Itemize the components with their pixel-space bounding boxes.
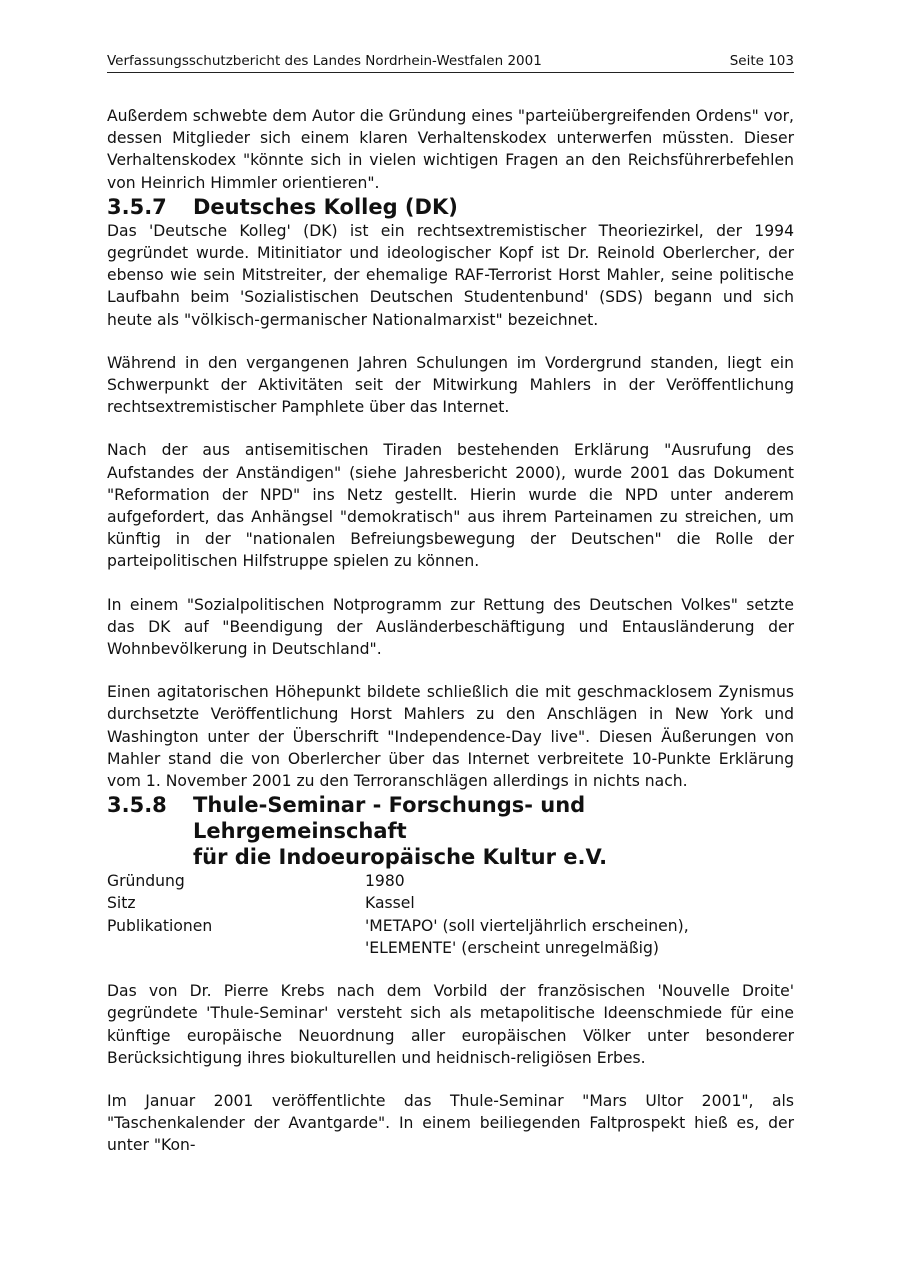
header-publication-title: Verfassungsschutzbericht des Landes Nordrhein-Westfalen 2001 [107,53,542,69]
fact-label: Gründung [107,872,185,891]
dk-paragraph-4: In einem "Sozialpolitischen Notprogramm zur Rettung des Deutschen Volkes" setzte das DK auf "Beendigung der Ausländerbeschäftigung und Entausländerung der Wohnbevölkerung in Deutschland". [107,595,794,659]
section-number: 3.5.7 [107,194,167,219]
running-header [107,52,794,73]
section-title-line-1: Thule-Seminar - Forschungs- und Lehrgemeinschaft [193,793,586,844]
thule-paragraph-1: Das von Dr. Pierre Krebs nach dem Vorbild der französischen 'Nouvelle Droite' gegründete 'Thule-Seminar' versteht sich als metapolitische Ideenschmiede für eine künftige europäische Neuordnung aller europäischen Völker unter besonderer Berücksichtigung ihres biokulturellen und heidnisch-religiösen Erbes. [107,982,794,1067]
section-number: 3.5.8 [107,793,167,818]
document-page [107,52,794,1157]
section-heading-thule-seminar [107,792,794,870]
dk-paragraph-2: Während in den vergangenen Jahren Schulungen im Vordergrund standen, liegt ein Schwerpunkt der Aktivitäten seit der Mitwirkung Mahlers in der Veröffentlichung rechtsextremistischer Pamphlete über das Internet. [107,353,794,417]
fact-label: Publikationen [107,916,213,935]
organisation-facts [107,870,794,959]
fact-row-publications [107,915,794,959]
dk-paragraph-5: Einen agitatorischen Höhepunkt bildete schließlich die mit geschmacklosem Zynismus durchsetzte Veröffentlichung Horst Mahlers zu den Anschlägen in New York und Washington unter der Überschrift "Independence-Day live". Diesen Äußerungen von Mahler stand die von Oberlercher über das Internet verbreitete 10-Punkte Erklärung vom 1. November 2001 zu den Terroranschlägen allerdings in nichts nach. [107,683,794,791]
fact-row-founding [107,870,794,892]
header-page-number: Seite 103 [729,53,794,69]
thule-paragraph-2: Im Januar 2001 veröffentlichte das Thule-Seminar "Mars Ultor 2001", als "Taschenkalender der Avantgarde". In einem beiliegenden Faltprospekt hieß es, der unter "Kon- [107,1091,794,1155]
dk-paragraph-3: Nach der aus antisemitischen Tiraden bestehenden Erklärung "Ausrufung des Aufstandes der Anständigen" (siehe Jahresbericht 2000), wurde 2001 das Dokument "Reformation der NPD" ins Netz gestellt. Hierin wurde die NPD unter anderem aufgefordert, das Anhängsel "demokratisch" aus ihrem Parteinamen zu streichen, um künftig in der "nationalen Befreiungsbewegung der Deutschen" die Rolle der parteipolitischen Hilfstruppe spielen zu können. [107,441,794,571]
publication-metapo: 'METAPO' (soll vierteljährlich erscheinen), [365,916,689,935]
fact-value [365,915,794,959]
publication-elemente: 'ELEMENTE' (erscheint unregelmäßig) [365,938,659,957]
fact-value: Kassel [365,894,415,913]
intro-paragraph: Außerdem schwebte dem Autor die Gründung eines "parteiübergreifenden Ordens" vor, dessen Mitglieder sich einem klaren Verhaltenskodex unterwerfen müssten. Dieser Verhaltenskodex "könnte sich in vielen wichtigen Fragen an den Reichsführerbefehlen von Heinrich Himmler orientieren". [107,107,794,192]
dk-paragraph-1: Das 'Deutsche Kolleg' (DK) ist ein rechtsextremistischer Theoriezirkel, der 1994 gegründet wurde. Mitinitiator und ideologischer Kopf ist Dr. Reinold Oberlercher, der ebenso wie sein Mitstreiter, der ehemalige RAF-Terrorist Horst Mahler, seine politische Laufbahn beim 'Sozialistischen Deutschen Studentenbund' (SDS) begann und sich heute als "völkisch-germanischer Nationalmarxist" bezeichnet. [107,221,794,329]
section-heading-deutsches-kolleg [107,194,794,220]
fact-value: 1980 [365,872,405,891]
section-title: Deutsches Kolleg (DK) [193,194,458,219]
section-title [193,792,794,870]
fact-row-seat [107,892,794,914]
fact-label: Sitz [107,894,136,913]
section-title-line-2: für die Indoeuropäische Kultur e.V. [193,845,608,870]
